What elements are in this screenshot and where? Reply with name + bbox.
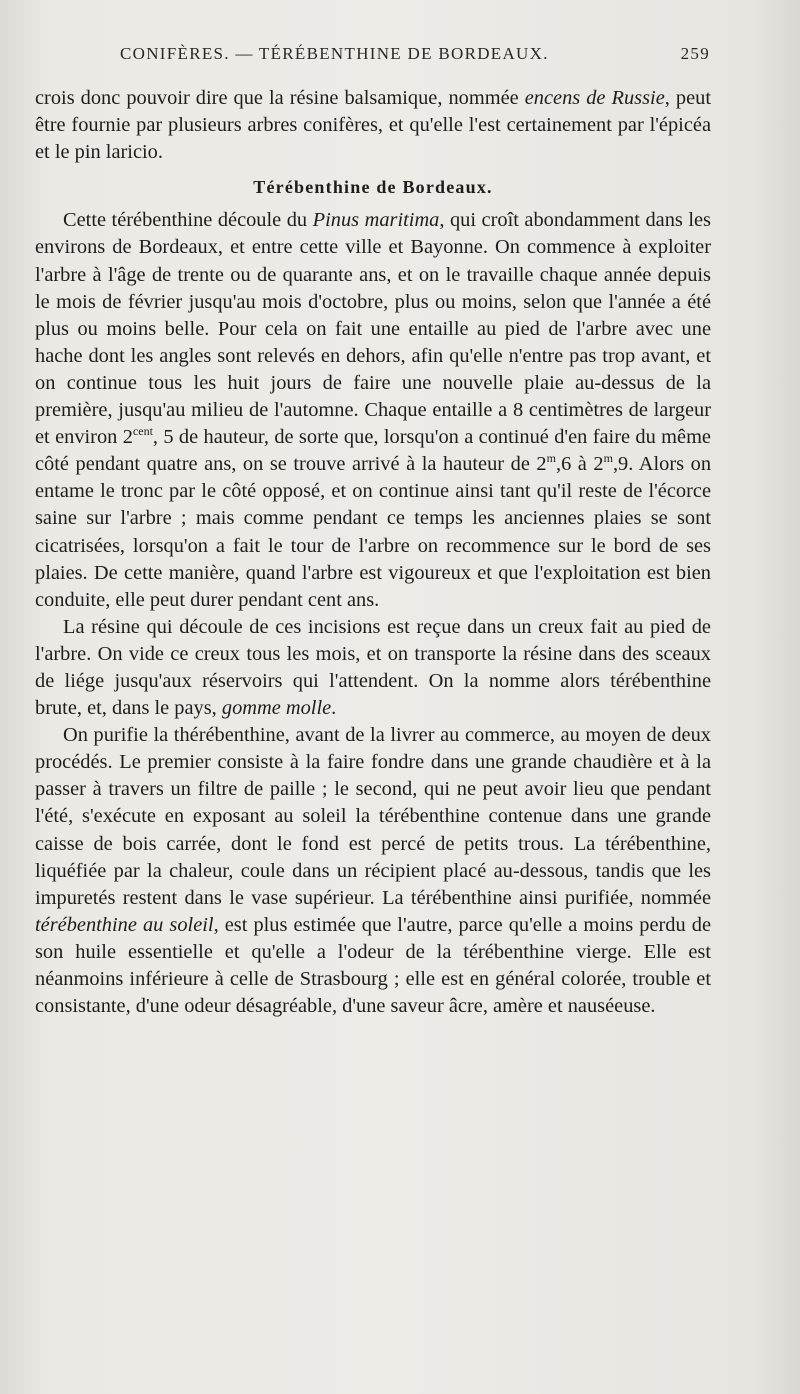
text-run: , peut être fournie par plusieurs arbres conifères, et qu'elle l'est certainement par l'épicéa et le pin laricio. xyxy=(35,87,711,164)
text-run: . xyxy=(331,697,337,720)
text-run: , 5 de hauteur, de sorte que, lorsqu'on a continué d'en faire du même côté pendant quatre ans, on se trouve arrivé à la hauteur de 2 xyxy=(35,426,711,476)
text-run: La résine qui découle de ces incisions est reçue dans un creux fait au pied de l'arbre. On vide ce creux tous les mois, et on transporte la résine dans des sceaux de liége jusqu'aux réservoirs qui l'attendent. On la nomme alors térébenthine brute, et, dans le pays, xyxy=(35,615,711,720)
superscript: m xyxy=(546,451,556,466)
text-run: ,9. Alors on entame le tronc par le côté opposé, et on continue ainsi tant qu'il reste de l'écorce saine sur l'arbre ; mais comme pendant ce temps les anciennes plaies se sont cicatrisées, lorsqu'on a fait le tour de l'arbre on recommence sur le bord de ses plaies. De cette manière, quand l'arbre est vigoureux et que l'exploitation est bien conduite, elle peut durer pendant cent ans. xyxy=(35,453,712,611)
body-text xyxy=(35,85,711,1020)
text-run: , est plus estimée que l'autre, parce qu'elle a moins perdu de son huile essentielle et qu'elle a l'odeur de la térébenthine vierge. Elle est néanmoins inférieure à celle de Strasbourg ; elle est en général colorée, trouble et consistante, d'une odeur désagréable, d'une saveur âcre, amère et nauséeuse. xyxy=(35,913,711,1018)
text-run: , qui croît abondamment dans les environs de Bordeaux, et entre cette ville et Bayonne. On commence à exploiter l'arbre à l'âge de trente ou de quarante ans, et on le travaille chaque année depuis le mois de février jusqu'au mois d'octobre, plus ou moins, selon que l'année a été plus ou moins belle. Pour cela on fait une entaille au pied de l'arbre avec une hache dont les angles sont relevés en dehors, afin qu'elle n'entre pas trop avant, et on continue tous les huit jours de faire une nouvelle plaie au-dessus de la première, jusqu'au milieu de l'automne. Chaque entaille a 8 centimètres de largeur et environ 2 xyxy=(35,209,711,449)
text-run: On purifie la thérébenthine, avant de la livrer au commerce, au moyen de deux procédés. Le premier consiste à la faire fondre dans une grande chaudière et à la passer à travers un filtre de paille ; le second, qui ne peut avoir lieu que pendant l'été, s'exécute en exposant au soleil la térébenthine contenue dans une grande caisse de bois carrée, dont le fond est percé de petits trous. La térébenthine, liquéfiée par la chaleur, coule dans un récipient placé au-dessous, tandis que les impuretés restent dans le vase supérieur. La térébenthine ainsi purifiée, nommée xyxy=(35,724,711,909)
paragraph-collection xyxy=(35,614,711,722)
text-run: Cette térébenthine découle du xyxy=(63,209,313,232)
text-run: ,6 à 2 xyxy=(555,453,604,476)
running-title: CONIFÈRES. — TÉRÉBENTHINE DE BORDEAUX. xyxy=(120,44,549,63)
section-heading: Térébenthine de Bordeaux. xyxy=(253,177,493,198)
italic-term: Pinus maritima xyxy=(312,209,440,232)
superscript: cent xyxy=(132,424,153,439)
paragraph-continued xyxy=(35,85,711,166)
italic-term: térébenthine au soleil xyxy=(35,913,214,936)
paragraph-purification xyxy=(35,722,711,1020)
superscript: m xyxy=(603,451,613,466)
text-run: crois donc pouvoir dire que la résine balsamique, nommée xyxy=(35,87,525,109)
page-header xyxy=(120,44,710,74)
page-number: 259 xyxy=(680,44,710,63)
italic-term: encens de Russie xyxy=(524,87,665,109)
paragraph-exploitation xyxy=(35,207,711,613)
italic-term: gomme molle xyxy=(221,697,332,720)
